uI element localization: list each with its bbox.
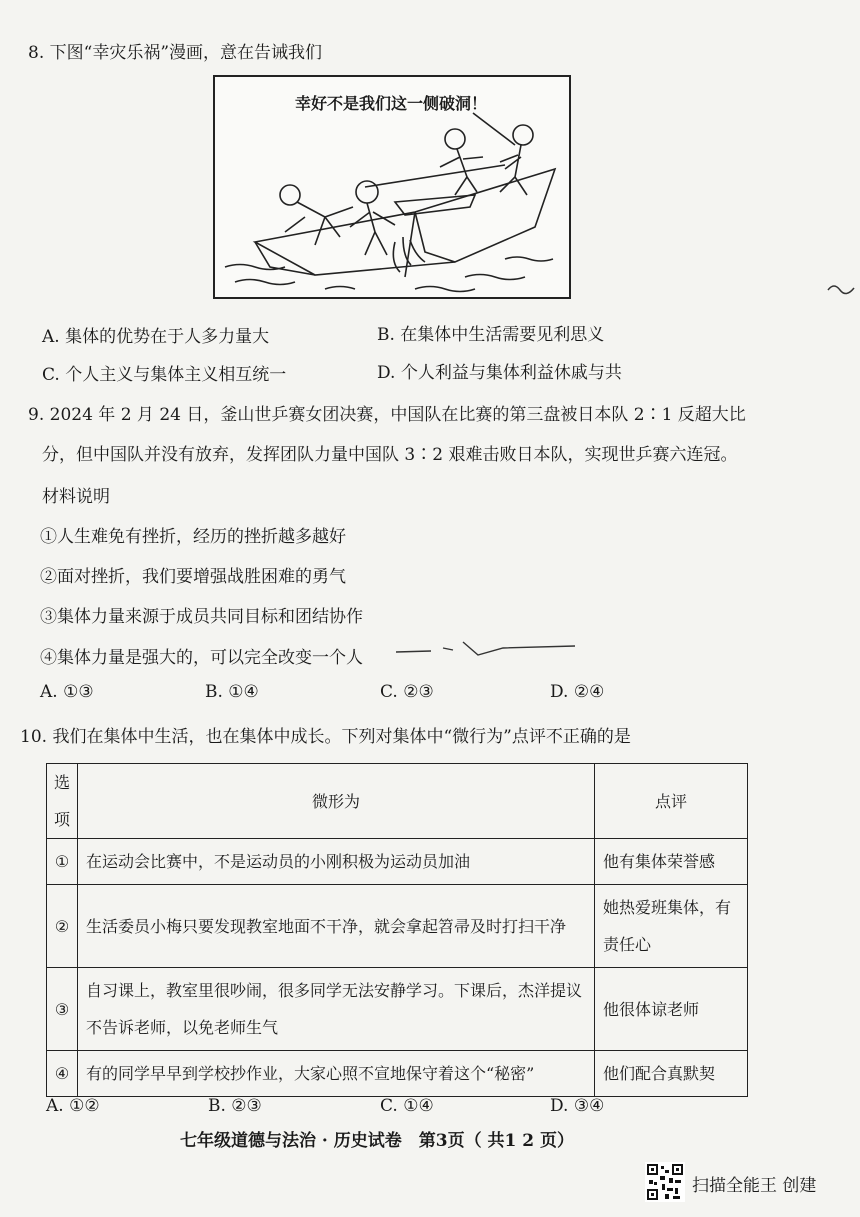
qr-code-icon (645, 1162, 685, 1202)
table-row (47, 885, 748, 968)
row-behavior: 生活委员小梅只要发现教室地面不干净，就会拿起笤帚及时打扫干净 (78, 885, 595, 968)
q9-option-c[interactable]: C. ②③ (380, 682, 434, 702)
q9-material-label: 材料说明 (42, 487, 110, 507)
row-behavior: 自习课上，教室里很吵闹，很多同学无法安静学习。下课后，杰洋提议不告诉老师，以免老师生气 (78, 968, 595, 1051)
behavior-table (46, 763, 748, 1097)
row-number: ① (47, 839, 78, 885)
header-comment: 点评 (595, 764, 748, 839)
header-behavior: 微形为 (78, 764, 595, 839)
table-row (47, 839, 748, 885)
boat-illustration (215, 77, 569, 297)
q8-option-c[interactable]: C. 个人主义与集体主义相互统一 (42, 365, 287, 385)
row-behavior: 有的同学早早到学校抄作业，大家心照不宣地保守着这个“秘密” (78, 1051, 595, 1097)
cartoon-caption: 幸好不是我们这一侧破洞！ (295, 94, 488, 113)
q9-stem-line1: 9. 2024 年 2 月 24 日，釜山世乒赛女团决赛，中国队在比赛的第三盘被日本队 2∶1 反超大比 (28, 405, 746, 425)
q10-option-a[interactable]: A. ①② (46, 1096, 100, 1116)
q9-option-b[interactable]: B. ①④ (205, 682, 259, 702)
margin-mark (826, 282, 858, 298)
row-comment: 他们配合真默契 (595, 1051, 748, 1097)
row-number: ② (47, 885, 78, 968)
table-header-row (47, 764, 748, 839)
q9-statement-2: ②面对挫折，我们要增强战胜困难的勇气 (40, 567, 346, 587)
q8-option-d[interactable]: D. 个人利益与集体利益休戚与共 (377, 363, 622, 383)
row-comment: 她热爱班集体，有责任心 (595, 885, 748, 968)
table-row (47, 968, 748, 1051)
row-comment: 他很体谅老师 (595, 968, 748, 1051)
q9-stem-line2: 分，但中国队并没有放弃，发挥团队力量中国队 3∶2 艰难击败日本队，实现世乒赛六连冠。 (42, 445, 738, 465)
row-number: ③ (47, 968, 78, 1051)
q9-option-d[interactable]: D. ②④ (550, 682, 605, 702)
page-footer: 七年级道德与法治 · 历史试卷 第3页（ 共1 2 页） (180, 1131, 574, 1151)
q10-option-c[interactable]: C. ①④ (380, 1096, 434, 1116)
q8-option-b[interactable]: B. 在集体中生活需要见利思义 (377, 325, 605, 345)
header-option: 选项 (47, 764, 78, 839)
q10-option-b[interactable]: B. ②③ (208, 1096, 262, 1116)
pen-scribble (393, 636, 578, 660)
scanner-watermark: 扫描全能王 创建 (692, 1176, 817, 1196)
row-comment: 他有集体荣誉感 (595, 839, 748, 885)
q9-statement-4: ④集体力量是强大的，可以完全改变一个人 (40, 648, 363, 668)
row-behavior: 在运动会比赛中，不是运动员的小刚积极为运动员加油 (78, 839, 595, 885)
q8-stem: 8. 下图“幸灾乐祸”漫画，意在告诫我们 (28, 43, 323, 63)
cartoon-image (213, 75, 571, 299)
q8-option-a[interactable]: A. 集体的优势在于人多力量大 (42, 327, 270, 347)
table-row (47, 1051, 748, 1097)
q10-stem: 10. 我们在集体中生活，也在集体中成长。下列对集体中“微行为”点评不正确的是 (20, 727, 631, 747)
q9-statement-3: ③集体力量来源于成员共同目标和团结协作 (40, 607, 363, 627)
q9-option-a[interactable]: A. ①③ (40, 682, 94, 702)
row-number: ④ (47, 1051, 78, 1097)
q9-statement-1: ①人生难免有挫折，经历的挫折越多越好 (40, 527, 346, 547)
q10-option-d[interactable]: D. ③④ (550, 1096, 605, 1116)
